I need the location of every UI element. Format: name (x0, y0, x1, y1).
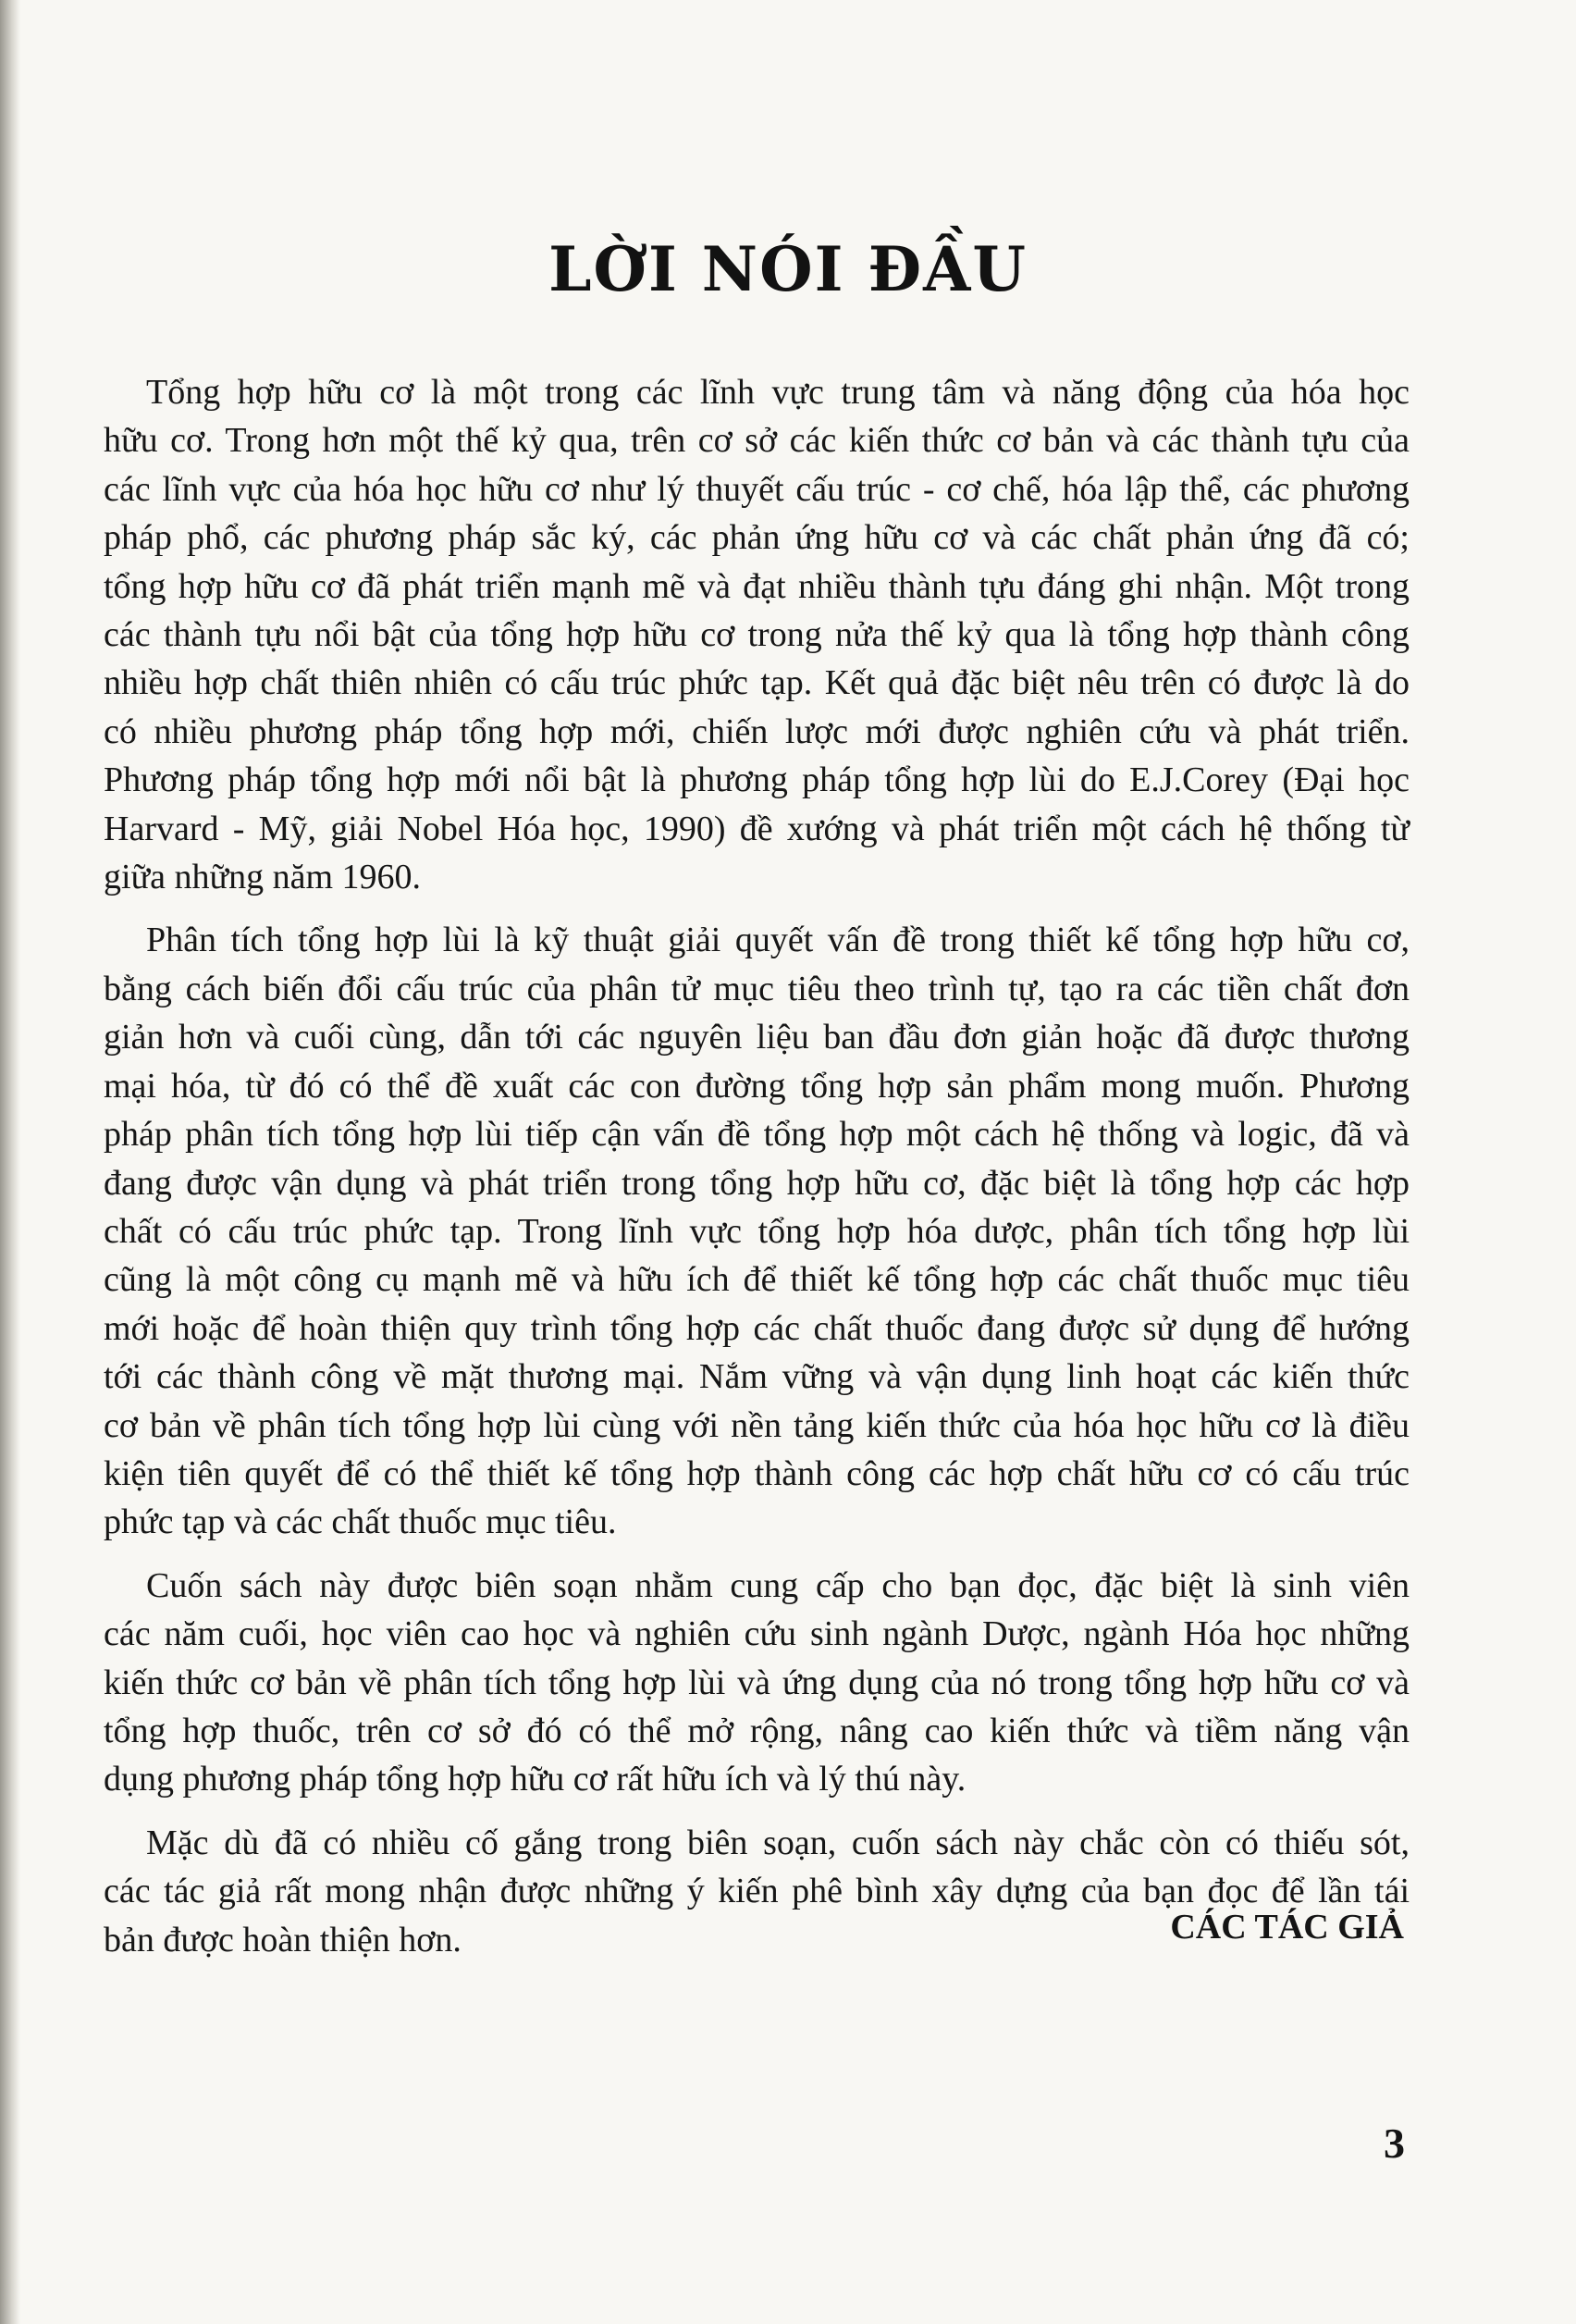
text-line: Phương pháp tổng hợp mới nổi bật là phương pháp tổng hợp lùi do E.J.Corey (Đại học (104, 760, 1410, 800)
text-line: cơ bản về phân tích tổng hợp lùi cùng với nền tảng kiến thức của hóa học hữu cơ là điều (104, 1405, 1410, 1445)
text-line: kiện tiên quyết để có thể thiết kế tổng hợp thành công các hợp chất hữu cơ có cấu trúc (104, 1453, 1410, 1493)
text-line: tổng hợp hữu cơ đã phát triển mạnh mẽ và đạt nhiều thành tựu đáng ghi nhận. Một trong (104, 566, 1410, 606)
page-number: 3 (1384, 2120, 1405, 2167)
text-line: chất có cấu trúc phức tạp. Trong lĩnh vực tổng hợp hóa dược, phân tích tổng hợp lùi (104, 1211, 1410, 1251)
text-line: Cuốn sách này được biên soạn nhằm cung cấp cho bạn đọc, đặc biệt là sinh viên (146, 1565, 1410, 1605)
text-line: hữu cơ. Trong hơn một thế kỷ qua, trên cơ sở các kiến thức cơ bản và các thành tựu của (104, 421, 1410, 461)
text-line: giản hơn và cuối cùng, dẫn tới các nguyên liệu ban đầu đơn giản hoặc đã được thương (104, 1018, 1410, 1057)
text-line: Tổng hợp hữu cơ là một trong các lĩnh vực trung tâm và năng động của hóa học (146, 373, 1410, 412)
page-title: LỜI NÓI ĐẦU (548, 233, 1028, 306)
text-line: mại hóa, từ đó có thể đề xuất các con đường tổng hợp sản phẩm mong muốn. Phương (104, 1066, 1410, 1106)
text-line: pháp phân tích tổng hợp lùi tiếp cận vấn đề tổng hợp một cách hệ thống và logic, đã và (104, 1115, 1410, 1155)
text-line: các lĩnh vực của hóa học hữu cơ như lý thuyết cấu trúc - cơ chế, hóa lập thể, các phương (104, 469, 1410, 509)
text-line: các thành tựu nổi bật của tổng hợp hữu cơ trong nửa thế kỷ qua là tổng hợp thành công (104, 615, 1410, 655)
text-line: cũng là một công cụ mạnh mẽ và hữu ích để thiết kế tổng hợp các chất thuốc mục tiêu (104, 1260, 1410, 1300)
text-line: pháp phổ, các phương pháp sắc ký, các phản ứng hữu cơ và các chất phản ứng đã có; (104, 518, 1410, 558)
text-line: dụng phương pháp tổng hợp hữu cơ rất hữu ích và lý thú này. (104, 1760, 967, 1799)
text-line: bản được hoàn thiện hơn. (104, 1920, 462, 1959)
preface-body (104, 368, 1410, 1979)
text-line: giữa những năm 1960. (104, 858, 422, 897)
text-line: có nhiều phương pháp tổng hợp mới, chiến lược mới được nghiên cứu và phát triển. (104, 711, 1410, 751)
text-line: tới các thành công về mặt thương mại. Nắm vững và vận dụng linh hoạt các kiến thức (104, 1357, 1410, 1397)
authors-signature: CÁC TÁC GIẢ (1170, 1908, 1404, 1947)
page-binding-edge (0, 0, 20, 2324)
text-line: phức tạp và các chất thuốc mục tiêu. (104, 1502, 617, 1542)
text-line: các năm cuối, học viên cao học và nghiên cứu sinh ngành Dược, ngành Hóa học những (104, 1614, 1410, 1654)
text-line: mới hoặc để hoàn thiện quy trình tổng hợp các chất thuốc đang được sử dụng để hướng (104, 1308, 1410, 1348)
text-line: đang được vận dụng và phát triển trong tổng hợp hữu cơ, đặc biệt là tổng hợp các hợp (104, 1163, 1410, 1203)
text-line: tổng hợp thuốc, trên cơ sở đó có thể mở rộng, nâng cao kiến thức và tiềm năng vận (104, 1711, 1410, 1750)
paragraph-3 (104, 1562, 1410, 1804)
text-line: bằng cách biến đổi cấu trúc của phân tử mục tiêu theo trình tự, tạo ra các tiền chất đơn (104, 969, 1410, 1008)
text-line: Harvard - Mỹ, giải Nobel Hóa học, 1990) đề xướng và phát triển một cách hệ thống từ (104, 809, 1410, 848)
text-line: nhiều hợp chất thiên nhiên có cấu trúc phức tạp. Kết quả đặc biệt nêu trên có được là do (104, 663, 1410, 703)
paragraph-1 (104, 368, 1410, 901)
text-line: các tác giả rất mong nhận được những ý kiến phê bình xây dựng của bạn đọc để lần tái (104, 1872, 1410, 1911)
paragraph-2 (104, 916, 1410, 1546)
text-line: Mặc dù đã có nhiều cố gắng trong biên soạn, cuốn sách này chắc còn có thiếu sót, (146, 1823, 1410, 1862)
text-line: kiến thức cơ bản về phân tích tổng hợp lùi và ứng dụng của nó trong tổng hợp hữu cơ và (104, 1663, 1410, 1702)
text-line: Phân tích tổng hợp lùi là kỹ thuật giải quyết vấn đề trong thiết kế tổng hợp hữu cơ, (146, 921, 1410, 960)
